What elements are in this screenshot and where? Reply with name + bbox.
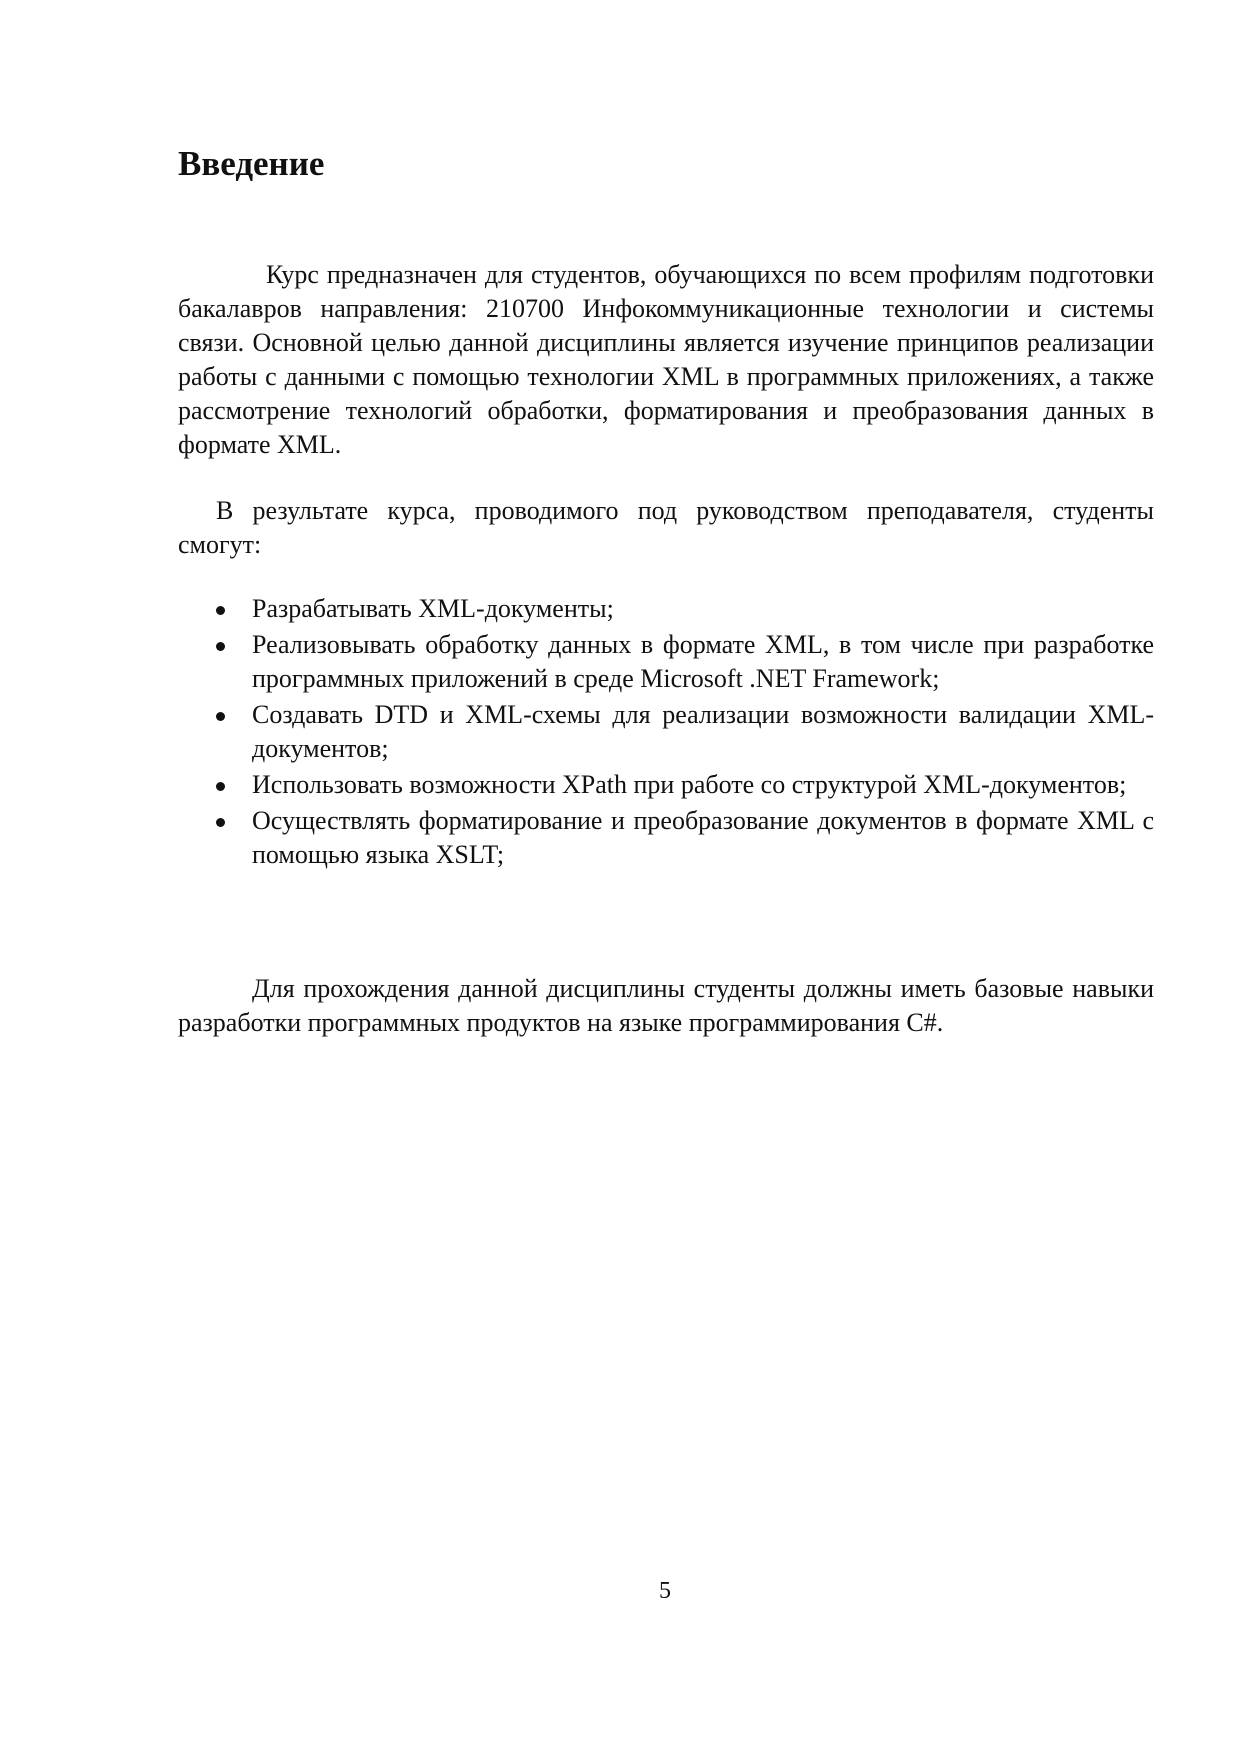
list-item bbox=[178, 804, 1154, 872]
results-intro-paragraph: В результате курса, проводимого под руководством преподавателя, студенты смогут: bbox=[178, 496, 1154, 559]
prerequisites-paragraph: Для прохождения данной дисциплины студенты должны иметь базовые навыки разработки программных продуктов на языке программирования C#. bbox=[178, 974, 1154, 1037]
list-item bbox=[178, 628, 1154, 696]
list-item-text: Использовать возможности XPath при работе со структурой XML-документов; bbox=[252, 770, 1127, 799]
page-title: Введение bbox=[178, 144, 325, 183]
list-item bbox=[178, 698, 1154, 766]
page-number: 5 bbox=[659, 1578, 671, 1604]
bullet-icon bbox=[216, 606, 225, 615]
bullet-icon bbox=[216, 818, 225, 827]
list-item-text: Создавать DTD и XML-схемы для реализации возможности валидации XML-документов; bbox=[252, 700, 1154, 763]
list-item bbox=[178, 592, 1154, 626]
list-item-text: Разрабатывать XML-документы; bbox=[252, 594, 614, 623]
list-item-text: Реализовывать обработку данных в формате XML, в том числе при разработке программных приложений в среде Microsoft .NET Framework; bbox=[252, 630, 1154, 693]
list-item-text: Осуществлять форматирование и преобразование документов в формате XML с помощью языка XSLT; bbox=[252, 806, 1154, 869]
bullet-icon bbox=[216, 712, 225, 721]
bullet-icon bbox=[216, 642, 225, 651]
bullet-icon bbox=[216, 782, 225, 791]
intro-paragraph: Курс предназначен для студентов, обучающихся по всем профилям подготовки бакалавров направления: 210700 Инфокоммуникационные технологии и системы связи. Основной целью данной дисциплины является изучение принципов реализации работы с данными с помощью технологии XML в программных приложениях, а также рассмотрение технологий обработки, форматирования и преобразования данных в формате XML. bbox=[178, 260, 1154, 459]
skills-list bbox=[178, 592, 1154, 874]
list-item bbox=[178, 768, 1154, 802]
